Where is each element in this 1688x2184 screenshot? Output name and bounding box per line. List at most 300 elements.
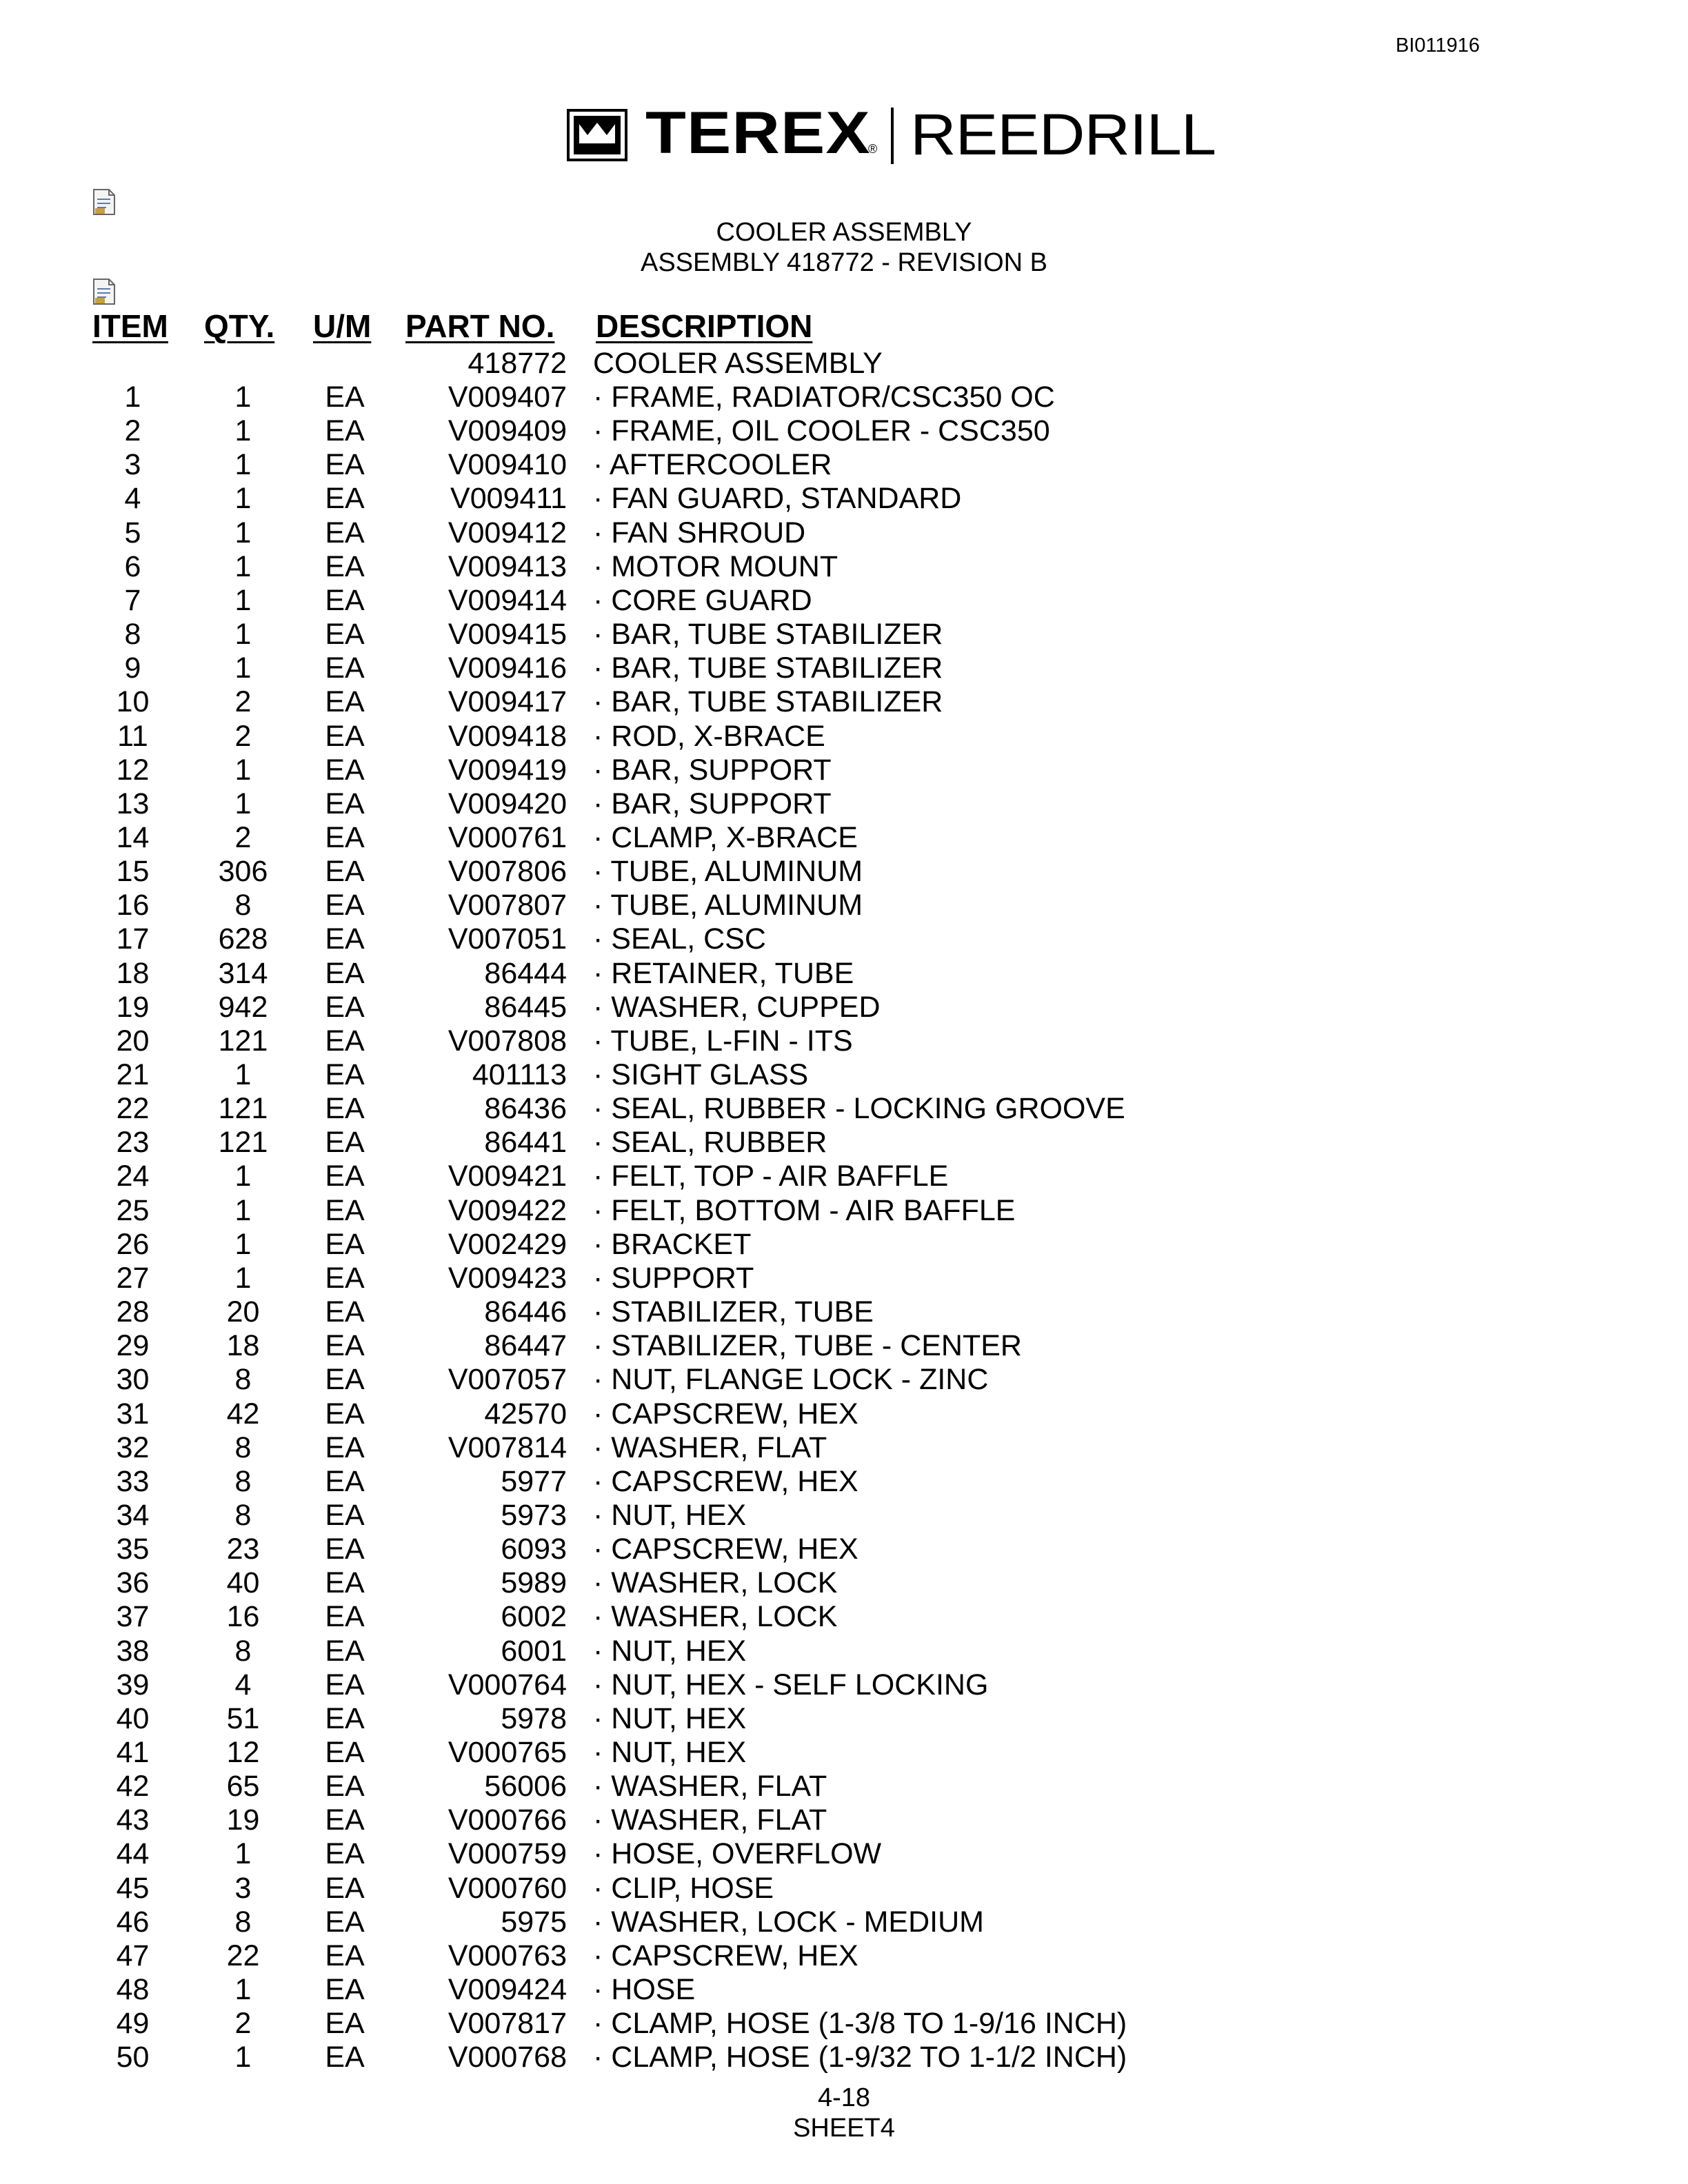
sheet-label: SHEET4 bbox=[793, 2114, 895, 2143]
item-number: 25 bbox=[116, 1193, 150, 1227]
part-number: 86446 bbox=[484, 1295, 567, 1329]
quantity: 1 bbox=[234, 549, 252, 583]
description: · WASHER, LOCK bbox=[593, 1600, 838, 1634]
item-number: 6 bbox=[124, 549, 141, 583]
unit-of-measure: EA bbox=[325, 1397, 365, 1430]
column-header-qty: QTY. bbox=[204, 308, 275, 344]
item-number: 44 bbox=[116, 1837, 150, 1871]
table-row bbox=[0, 1126, 1688, 1160]
table-row bbox=[0, 1295, 1688, 1329]
item-number: 46 bbox=[116, 1905, 150, 1939]
table-row bbox=[0, 889, 1688, 922]
unit-of-measure: EA bbox=[325, 651, 365, 685]
item-number: 49 bbox=[116, 2007, 150, 2041]
part-number: 86436 bbox=[484, 1092, 567, 1126]
unit-of-measure: EA bbox=[325, 990, 365, 1024]
quantity: 1 bbox=[234, 618, 252, 651]
part-number: V000761 bbox=[448, 820, 567, 854]
description: · CAPSCREW, HEX bbox=[593, 1939, 858, 1972]
item-number: 38 bbox=[116, 1634, 150, 1668]
description: · SEAL, RUBBER bbox=[593, 1126, 827, 1160]
quantity: 628 bbox=[218, 922, 268, 956]
part-number: V007814 bbox=[448, 1430, 567, 1464]
item-number: 3 bbox=[124, 448, 141, 482]
unit-of-measure: EA bbox=[325, 719, 365, 753]
description: · SEAL, RUBBER - LOCKING GROOVE bbox=[593, 1092, 1125, 1126]
unit-of-measure: EA bbox=[325, 1126, 365, 1160]
part-number: V009422 bbox=[448, 1193, 567, 1227]
description: · RETAINER, TUBE bbox=[593, 956, 854, 990]
quantity: 8 bbox=[234, 1634, 252, 1668]
unit-of-measure: EA bbox=[325, 855, 365, 889]
unit-of-measure: EA bbox=[325, 1227, 365, 1261]
quantity: 4 bbox=[234, 1668, 252, 1701]
item-number: 36 bbox=[116, 1566, 150, 1600]
part-number: V000763 bbox=[448, 1939, 567, 1972]
table-row bbox=[0, 651, 1688, 685]
description: · FRAME, RADIATOR/CSC350 OC bbox=[593, 381, 1055, 414]
table-row bbox=[0, 991, 1688, 1024]
table-row bbox=[0, 1668, 1688, 1702]
part-number: 42570 bbox=[484, 1397, 567, 1430]
description: · SUPPORT bbox=[593, 1261, 754, 1295]
item-number: 15 bbox=[116, 855, 150, 889]
table-row bbox=[0, 1397, 1688, 1431]
description: · BAR, TUBE STABILIZER bbox=[593, 618, 943, 651]
page-title: COOLER ASSEMBLY bbox=[716, 218, 972, 247]
table-row bbox=[0, 448, 1688, 482]
part-number: V000759 bbox=[448, 1837, 567, 1871]
description: · CAPSCREW, HEX bbox=[593, 1464, 858, 1498]
document-link-icon[interactable] bbox=[91, 277, 117, 306]
quantity: 1 bbox=[234, 787, 252, 820]
quantity: 18 bbox=[226, 1329, 260, 1363]
table-row bbox=[0, 855, 1688, 889]
description: · CLAMP, HOSE (1-3/8 TO 1-9/16 INCH) bbox=[593, 2007, 1127, 2041]
item-number: 24 bbox=[116, 1160, 150, 1193]
unit-of-measure: EA bbox=[325, 1261, 365, 1295]
unit-of-measure: EA bbox=[325, 1533, 365, 1566]
table-row bbox=[0, 1092, 1688, 1126]
table-row bbox=[0, 1905, 1688, 1939]
part-number: V009421 bbox=[448, 1160, 567, 1193]
item-number: 7 bbox=[124, 583, 141, 617]
part-number: V009415 bbox=[448, 618, 567, 651]
quantity: 1 bbox=[234, 1837, 252, 1871]
unit-of-measure: EA bbox=[325, 549, 365, 583]
quantity: 1 bbox=[234, 2041, 252, 2074]
item-number: 8 bbox=[124, 618, 141, 651]
item-number: 22 bbox=[116, 1092, 150, 1126]
quantity: 2 bbox=[234, 820, 252, 854]
table-row bbox=[0, 1973, 1688, 2007]
item-number: 26 bbox=[116, 1227, 150, 1261]
document-id: BI011916 bbox=[1396, 34, 1480, 57]
part-number: V009412 bbox=[448, 516, 567, 549]
part-number: V007817 bbox=[448, 2007, 567, 2041]
description: · STABILIZER, TUBE bbox=[593, 1295, 874, 1329]
quantity: 12 bbox=[226, 1736, 260, 1769]
description: · AFTERCOOLER bbox=[593, 448, 832, 482]
item-number: 34 bbox=[116, 1498, 150, 1532]
table-row bbox=[0, 720, 1688, 754]
part-number: V000765 bbox=[448, 1736, 567, 1769]
quantity: 1 bbox=[234, 651, 252, 685]
table-row bbox=[0, 1499, 1688, 1533]
unit-of-measure: EA bbox=[325, 448, 365, 482]
quantity: 942 bbox=[218, 990, 268, 1024]
unit-of-measure: EA bbox=[325, 1160, 365, 1193]
description: · CLIP, HOSE bbox=[593, 1871, 774, 1905]
quantity: 121 bbox=[218, 1024, 268, 1058]
unit-of-measure: EA bbox=[325, 1701, 365, 1735]
unit-of-measure: EA bbox=[325, 2007, 365, 2041]
item-number: 18 bbox=[116, 956, 150, 990]
unit-of-measure: EA bbox=[325, 1905, 365, 1939]
description: · WASHER, FLAT bbox=[593, 1803, 827, 1837]
item-number: 1 bbox=[124, 381, 141, 414]
item-number: 48 bbox=[116, 1973, 150, 2007]
item-number: 23 bbox=[116, 1126, 150, 1160]
part-number: V009420 bbox=[448, 787, 567, 820]
quantity: 19 bbox=[226, 1803, 260, 1837]
description: · NUT, HEX bbox=[593, 1498, 747, 1532]
table-row bbox=[0, 2041, 1688, 2074]
table-row bbox=[0, 787, 1688, 821]
item-number: 11 bbox=[117, 719, 148, 753]
quantity: 314 bbox=[218, 956, 268, 990]
part-number: 5977 bbox=[501, 1464, 567, 1498]
item-number: 32 bbox=[116, 1430, 150, 1464]
page-number: 4-18 bbox=[817, 2083, 871, 2112]
table-row bbox=[0, 1702, 1688, 1736]
quantity: 8 bbox=[234, 1430, 252, 1464]
item-number: 47 bbox=[116, 1939, 150, 1972]
quantity: 42 bbox=[226, 1397, 260, 1430]
terex-crown-logo-icon bbox=[567, 109, 627, 161]
item-number: 37 bbox=[116, 1600, 150, 1634]
unit-of-measure: EA bbox=[325, 956, 365, 990]
description: · CAPSCREW, HEX bbox=[593, 1533, 858, 1566]
unit-of-measure: EA bbox=[325, 922, 365, 956]
part-number: 6093 bbox=[501, 1533, 567, 1566]
description: · BAR, SUPPORT bbox=[593, 787, 832, 820]
part-number: V007807 bbox=[448, 889, 567, 922]
part-number: 5978 bbox=[501, 1701, 567, 1735]
description: · WASHER, LOCK - MEDIUM bbox=[593, 1905, 984, 1939]
table-row bbox=[0, 1329, 1688, 1363]
item-number: 20 bbox=[116, 1024, 150, 1058]
unit-of-measure: EA bbox=[325, 1193, 365, 1227]
table-row bbox=[0, 1566, 1688, 1600]
part-number: V000764 bbox=[448, 1668, 567, 1701]
quantity: 306 bbox=[218, 855, 268, 889]
description: · HOSE bbox=[593, 1973, 696, 2007]
quantity: 8 bbox=[234, 1905, 252, 1939]
item-number: 16 bbox=[116, 889, 150, 922]
table-row bbox=[0, 1024, 1688, 1058]
item-number: 31 bbox=[116, 1397, 150, 1430]
description: · SEAL, CSC bbox=[593, 922, 766, 956]
description: · FELT, BOTTOM - AIR BAFFLE bbox=[593, 1193, 1016, 1227]
item-number: 33 bbox=[116, 1464, 150, 1498]
column-header-um: U/M bbox=[313, 308, 372, 344]
item-number: 30 bbox=[116, 1363, 150, 1397]
quantity: 1 bbox=[234, 414, 252, 448]
quantity: 8 bbox=[234, 889, 252, 922]
part-number: 5973 bbox=[501, 1498, 567, 1532]
part-number: 86444 bbox=[484, 956, 567, 990]
description: · WASHER, CUPPED bbox=[593, 990, 881, 1024]
part-number: V009413 bbox=[448, 549, 567, 583]
table-row bbox=[0, 1770, 1688, 1803]
part-number: V009414 bbox=[448, 583, 567, 617]
quantity: 1 bbox=[234, 1973, 252, 2007]
quantity: 51 bbox=[226, 1701, 260, 1735]
logo-product-text: REEDRILL bbox=[910, 102, 1216, 167]
item-number: 12 bbox=[116, 753, 150, 787]
document-link-icon[interactable] bbox=[91, 188, 117, 216]
description: · FAN GUARD, STANDARD bbox=[593, 482, 962, 516]
part-number: 86441 bbox=[484, 1126, 567, 1160]
description: · TUBE, L-FIN - ITS bbox=[593, 1024, 853, 1058]
description: · NUT, FLANGE LOCK - ZINC bbox=[593, 1363, 989, 1397]
part-number: 86445 bbox=[484, 990, 567, 1024]
quantity: 1 bbox=[234, 448, 252, 482]
part-number: 6001 bbox=[501, 1634, 567, 1668]
quantity: 1 bbox=[234, 1160, 252, 1193]
unit-of-measure: EA bbox=[325, 787, 365, 820]
table-row bbox=[0, 1262, 1688, 1295]
part-number: V009417 bbox=[448, 685, 567, 719]
part-number: V009423 bbox=[448, 1261, 567, 1295]
item-number: 4 bbox=[124, 482, 141, 516]
item-number: 45 bbox=[116, 1871, 150, 1905]
table-row bbox=[0, 1431, 1688, 1465]
unit-of-measure: EA bbox=[325, 1736, 365, 1769]
description: · FRAME, OIL COOLER - CSC350 bbox=[593, 414, 1050, 448]
unit-of-measure: EA bbox=[325, 1363, 365, 1397]
column-header-item: ITEM bbox=[92, 308, 168, 344]
quantity: 121 bbox=[218, 1126, 268, 1160]
item-number: 14 bbox=[116, 820, 150, 854]
description: · TUBE, ALUMINUM bbox=[593, 889, 863, 922]
quantity: 1 bbox=[234, 482, 252, 516]
part-number: 401113 bbox=[472, 1058, 567, 1091]
description: · NUT, HEX bbox=[593, 1736, 747, 1769]
assembly-description: COOLER ASSEMBLY bbox=[593, 347, 883, 380]
part-number: 6002 bbox=[501, 1600, 567, 1634]
quantity: 1 bbox=[234, 516, 252, 549]
table-row bbox=[0, 2007, 1688, 2041]
item-number: 29 bbox=[116, 1329, 150, 1363]
description: · CORE GUARD bbox=[593, 583, 812, 617]
unit-of-measure: EA bbox=[325, 1600, 365, 1634]
description: · MOTOR MOUNT bbox=[593, 549, 838, 583]
part-number: V002429 bbox=[448, 1227, 567, 1261]
unit-of-measure: EA bbox=[325, 1871, 365, 1905]
item-number: 9 bbox=[124, 651, 141, 685]
unit-of-measure: EA bbox=[325, 381, 365, 414]
table-row bbox=[0, 1228, 1688, 1262]
unit-of-measure: EA bbox=[325, 1566, 365, 1600]
part-number: V009424 bbox=[448, 1973, 567, 2007]
quantity: 65 bbox=[226, 1770, 260, 1803]
part-number: 5989 bbox=[501, 1566, 567, 1600]
table-row bbox=[0, 1465, 1688, 1499]
unit-of-measure: EA bbox=[325, 1668, 365, 1701]
unit-of-measure: EA bbox=[325, 618, 365, 651]
quantity: 8 bbox=[234, 1498, 252, 1532]
quantity: 20 bbox=[226, 1295, 260, 1329]
logo-registered-mark: ® bbox=[868, 142, 878, 156]
item-number: 21 bbox=[116, 1058, 150, 1091]
quantity: 121 bbox=[218, 1092, 268, 1126]
quantity: 1 bbox=[234, 1058, 252, 1091]
description: · NUT, HEX bbox=[593, 1701, 747, 1735]
item-number: 41 bbox=[116, 1736, 150, 1769]
part-number: V009407 bbox=[448, 381, 567, 414]
table-row bbox=[0, 821, 1688, 855]
item-number: 40 bbox=[116, 1701, 150, 1735]
table-row bbox=[0, 1939, 1688, 1973]
item-number: 43 bbox=[116, 1803, 150, 1837]
terex-reedrill-logo bbox=[567, 100, 1216, 167]
unit-of-measure: EA bbox=[325, 1498, 365, 1532]
assembly-row bbox=[0, 347, 1688, 381]
quantity: 2 bbox=[234, 685, 252, 719]
quantity: 1 bbox=[234, 583, 252, 617]
quantity: 22 bbox=[226, 1939, 260, 1972]
table-row bbox=[0, 1600, 1688, 1634]
table-row bbox=[0, 414, 1688, 448]
part-number: V000766 bbox=[448, 1803, 567, 1837]
assembly-part-no: 418772 bbox=[468, 347, 567, 380]
table-row bbox=[0, 381, 1688, 414]
item-number: 39 bbox=[116, 1668, 150, 1701]
unit-of-measure: EA bbox=[325, 1634, 365, 1668]
part-number: 5975 bbox=[501, 1905, 567, 1939]
quantity: 1 bbox=[234, 1227, 252, 1261]
part-number: 86447 bbox=[484, 1329, 567, 1363]
unit-of-measure: EA bbox=[325, 1837, 365, 1871]
unit-of-measure: EA bbox=[325, 1770, 365, 1803]
unit-of-measure: EA bbox=[325, 414, 365, 448]
table-row bbox=[0, 1736, 1688, 1770]
table-row bbox=[0, 1635, 1688, 1668]
table-row bbox=[0, 550, 1688, 584]
unit-of-measure: EA bbox=[325, 889, 365, 922]
table-row bbox=[0, 1533, 1688, 1566]
description: · FELT, TOP - AIR BAFFLE bbox=[593, 1160, 949, 1193]
quantity: 16 bbox=[226, 1600, 260, 1634]
unit-of-measure: EA bbox=[325, 820, 365, 854]
unit-of-measure: EA bbox=[325, 1058, 365, 1091]
quantity: 23 bbox=[226, 1533, 260, 1566]
description: · BAR, TUBE STABILIZER bbox=[593, 685, 943, 719]
description: · FAN SHROUD bbox=[593, 516, 806, 549]
part-number: V007057 bbox=[448, 1363, 567, 1397]
item-number: 17 bbox=[116, 922, 150, 956]
description: · ROD, X-BRACE bbox=[593, 719, 825, 753]
table-row bbox=[0, 922, 1688, 956]
table-row bbox=[0, 584, 1688, 618]
part-number: V009419 bbox=[448, 753, 567, 787]
unit-of-measure: EA bbox=[325, 2041, 365, 2074]
item-number: 35 bbox=[116, 1533, 150, 1566]
quantity: 8 bbox=[234, 1464, 252, 1498]
unit-of-measure: EA bbox=[325, 1295, 365, 1329]
table-row bbox=[0, 1803, 1688, 1837]
logo-brand-text: TEREX bbox=[645, 100, 871, 166]
unit-of-measure: EA bbox=[325, 1092, 365, 1126]
table-row bbox=[0, 618, 1688, 651]
description: · TUBE, ALUMINUM bbox=[593, 855, 863, 889]
quantity: 40 bbox=[226, 1566, 260, 1600]
table-row bbox=[0, 1194, 1688, 1228]
part-number: V000760 bbox=[448, 1871, 567, 1905]
part-number: V007051 bbox=[448, 922, 567, 956]
table-row bbox=[0, 1837, 1688, 1871]
unit-of-measure: EA bbox=[325, 753, 365, 787]
description: · CLAMP, HOSE (1-9/32 TO 1-1/2 INCH) bbox=[593, 2041, 1127, 2074]
description: · CAPSCREW, HEX bbox=[593, 1397, 858, 1430]
column-header-part-no: PART NO. bbox=[405, 308, 555, 344]
part-number: V000768 bbox=[448, 2041, 567, 2074]
quantity: 8 bbox=[234, 1363, 252, 1397]
description: · WASHER, FLAT bbox=[593, 1430, 827, 1464]
unit-of-measure: EA bbox=[325, 516, 365, 549]
unit-of-measure: EA bbox=[325, 1464, 365, 1498]
description: · NUT, HEX bbox=[593, 1634, 747, 1668]
description: · STABILIZER, TUBE - CENTER bbox=[593, 1329, 1022, 1363]
item-number: 28 bbox=[116, 1295, 150, 1329]
logo-divider bbox=[891, 108, 894, 164]
quantity: 1 bbox=[234, 1193, 252, 1227]
table-row bbox=[0, 516, 1688, 550]
description: · WASHER, FLAT bbox=[593, 1770, 827, 1803]
part-number: V009410 bbox=[448, 448, 567, 482]
part-number: V007806 bbox=[448, 855, 567, 889]
unit-of-measure: EA bbox=[325, 1973, 365, 2007]
item-number: 13 bbox=[116, 787, 150, 820]
table-row bbox=[0, 1872, 1688, 1905]
description: · WASHER, LOCK bbox=[593, 1566, 838, 1600]
quantity: 1 bbox=[234, 381, 252, 414]
assembly-revision: ASSEMBLY 418772 - REVISION B bbox=[641, 248, 1047, 277]
unit-of-measure: EA bbox=[325, 685, 365, 719]
part-number: V009411 bbox=[450, 482, 567, 516]
item-number: 19 bbox=[116, 990, 150, 1024]
table-row bbox=[0, 754, 1688, 787]
quantity: 1 bbox=[234, 753, 252, 787]
description: · BAR, TUBE STABILIZER bbox=[593, 651, 943, 685]
unit-of-measure: EA bbox=[325, 583, 365, 617]
unit-of-measure: EA bbox=[325, 1430, 365, 1464]
unit-of-measure: EA bbox=[325, 1024, 365, 1058]
description: · NUT, HEX - SELF LOCKING bbox=[593, 1668, 989, 1701]
table-row bbox=[0, 1363, 1688, 1397]
item-number: 42 bbox=[116, 1770, 150, 1803]
item-number: 10 bbox=[116, 685, 150, 719]
description: · CLAMP, X-BRACE bbox=[593, 820, 858, 854]
unit-of-measure: EA bbox=[325, 482, 365, 516]
unit-of-measure: EA bbox=[325, 1803, 365, 1837]
part-number: V009416 bbox=[448, 651, 567, 685]
quantity: 3 bbox=[234, 1871, 252, 1905]
item-number: 50 bbox=[116, 2041, 150, 2074]
description: · SIGHT GLASS bbox=[593, 1058, 809, 1091]
